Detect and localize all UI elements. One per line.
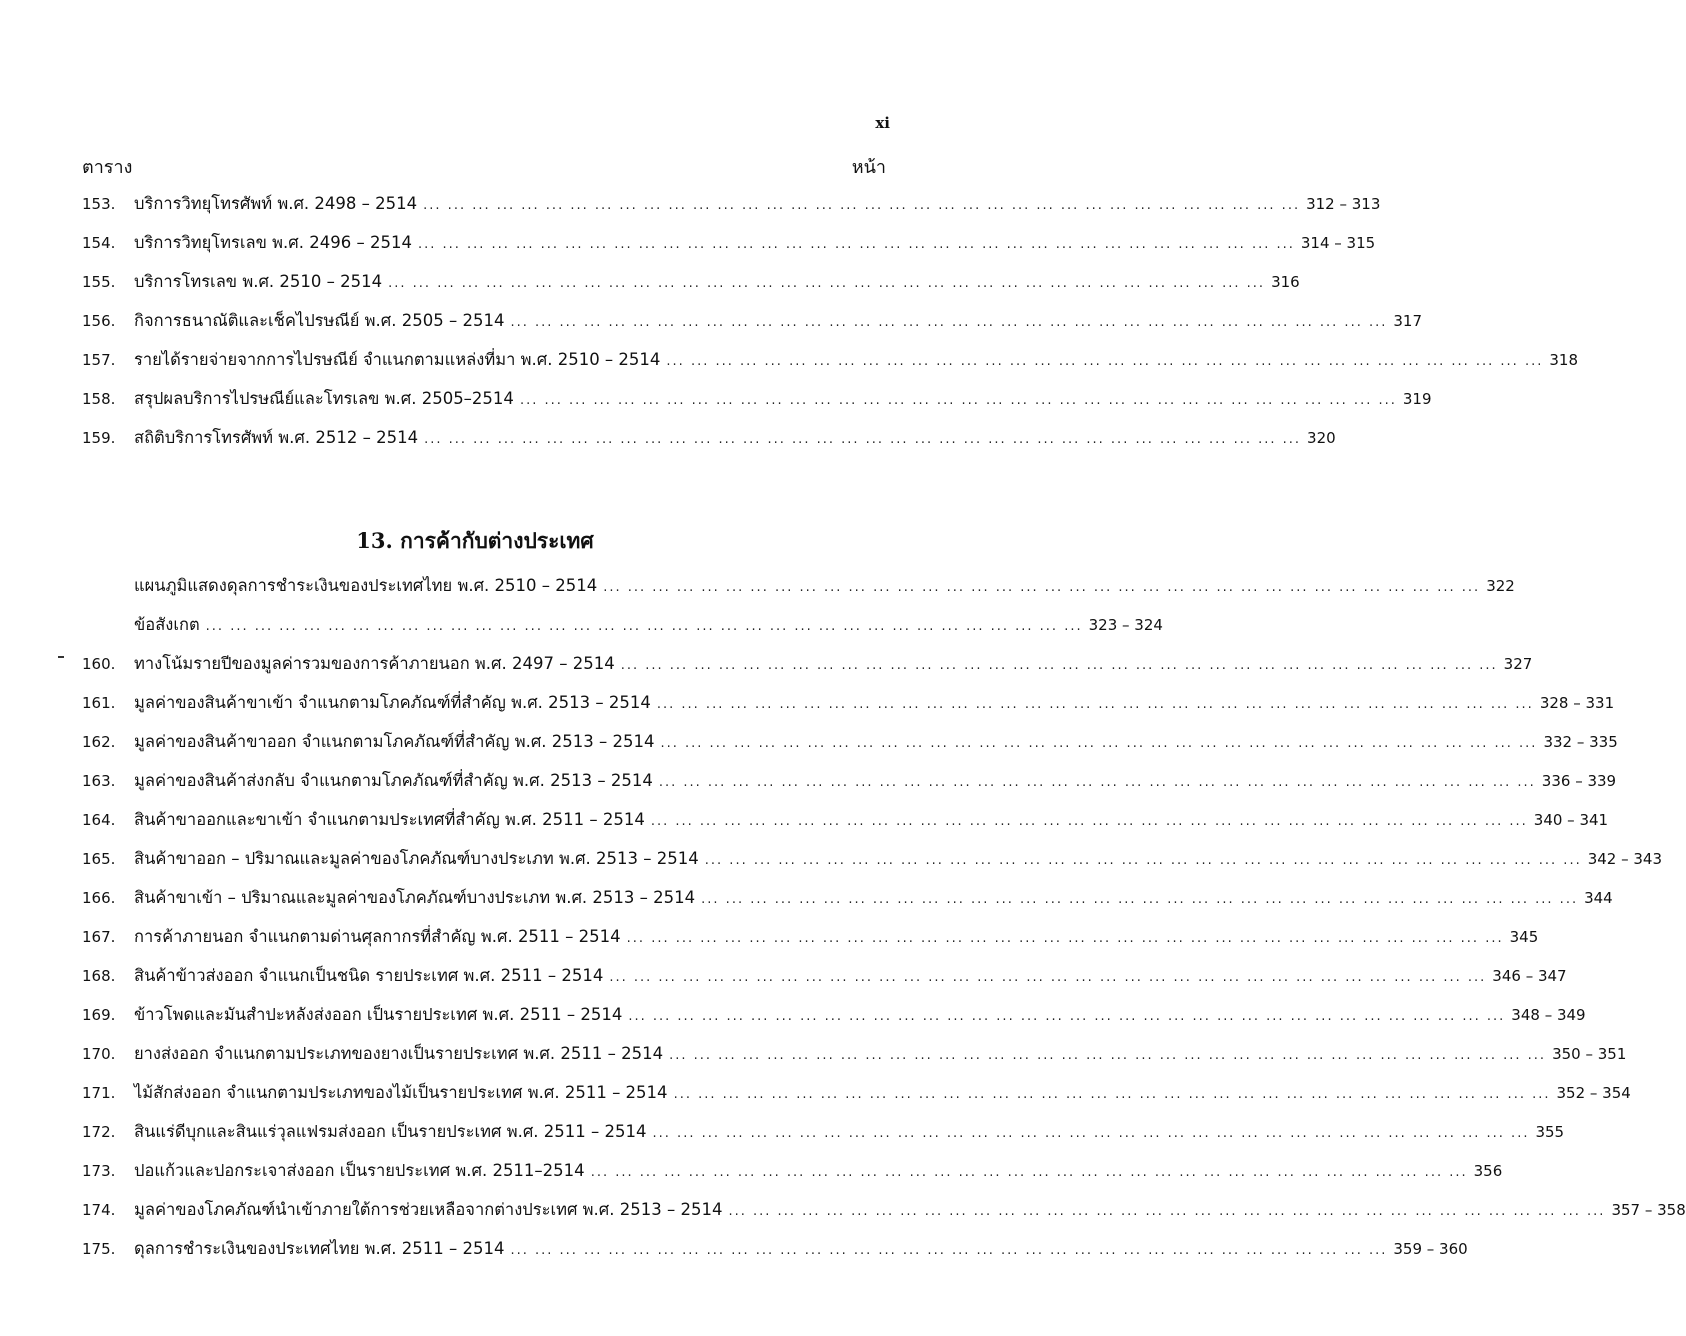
entry-pages: 344 — [1584, 889, 1613, 907]
toc-entry — [82, 1158, 1503, 1197]
dot-leader — [510, 1243, 1387, 1258]
entry-title: สินค้าขาเข้า – ปริมาณและมูลค่าของโภคภัณฑ์บางประเภท พ.ศ. 2513 – 2514 — [134, 888, 696, 907]
entry-pages: 322 — [1486, 577, 1515, 595]
dot-leader — [418, 237, 1295, 252]
entry-number: 155. — [82, 273, 116, 291]
entry-title: สถิติบริการโทรศัพท์ พ.ศ. 2512 – 2514 — [134, 428, 419, 447]
table-column-heading: ตาราง — [82, 157, 133, 178]
dot-leader — [701, 892, 1578, 907]
entry-number: 154. — [82, 234, 116, 252]
entry-number: 175. — [82, 1240, 116, 1258]
entry-pages: 342 – 343 — [1587, 850, 1663, 868]
entry-title: รายได้รายจ่ายจากการไปรษณีย์ จำแนกตามแหล่งที่มา พ.ศ. 2510 – 2514 — [134, 350, 661, 369]
entry-title: สินค้าขาออก – ปริมาณและมูลค่าของโภคภัณฑ์บางประเภท พ.ศ. 2513 – 2514 — [134, 849, 699, 868]
entry-number: 158. — [82, 390, 116, 408]
entry-title: บริการวิทยุโทรศัพท์ พ.ศ. 2498 – 2514 — [134, 194, 418, 213]
toc-entry — [82, 1041, 1627, 1080]
dot-leader — [520, 393, 1397, 408]
dot-leader — [603, 580, 1480, 595]
entry-number: 164. — [82, 811, 116, 829]
toc-entry — [82, 963, 1567, 1002]
entry-pages: 345 — [1509, 928, 1539, 946]
entry-pages: 356 — [1473, 1162, 1503, 1180]
entry-title: การค้าภายนอก จำแนกตามด่านศุลกากรที่สำคัญ พ.ศ. 2511 – 2514 — [134, 927, 621, 946]
dot-leader — [591, 1165, 1468, 1180]
entry-pages: 359 – 360 — [1393, 1240, 1468, 1258]
dot-leader — [609, 970, 1486, 985]
toc-entry — [82, 690, 1615, 729]
entry-number: 165. — [82, 850, 116, 868]
dot-leader — [674, 1087, 1551, 1102]
entry-number: 162. — [82, 733, 116, 751]
margin-mark — [58, 656, 64, 658]
toc-entry — [82, 768, 1617, 807]
dot-leader — [661, 736, 1538, 751]
entry-title: บริการโทรเลข พ.ศ. 2510 – 2514 — [134, 272, 383, 291]
entry-title: ดุลการชำระเงินของประเทศไทย พ.ศ. 2511 – 2514 — [134, 1239, 505, 1258]
entry-pages: 327 — [1503, 655, 1533, 673]
toc-entry — [82, 1080, 1631, 1119]
toc-entry — [82, 269, 1300, 308]
dot-leader — [657, 697, 1534, 712]
entry-title: ข้าวโพดและมันสำปะหลังส่งออก เป็นรายประเทศ พ.ศ. 2511 – 2514 — [134, 1005, 623, 1024]
entry-pages: 346 – 347 — [1492, 967, 1567, 985]
entry-title: สินค้าข้าวส่งออก จำแนกเป็นชนิด รายประเทศ พ.ศ. 2511 – 2514 — [134, 966, 604, 985]
entry-pages: 323 – 324 — [1088, 616, 1163, 634]
dot-leader — [628, 1009, 1505, 1024]
entry-number: 172. — [82, 1123, 116, 1141]
page-column-heading: หน้า — [851, 157, 886, 178]
dot-leader — [423, 198, 1300, 213]
toc-entry — [82, 573, 1515, 612]
dot-leader — [424, 432, 1301, 447]
section-title: 13. การค้ากับต่างประเทศ — [356, 528, 594, 553]
entry-title: กิจการธนาณัติและเช็คไปรษณีย์ พ.ศ. 2505 – 2514 — [134, 311, 505, 330]
entry-number: 174. — [82, 1201, 116, 1219]
toc-entry — [82, 1119, 1565, 1158]
toc-entry — [82, 612, 1163, 651]
dot-leader — [206, 619, 1083, 634]
toc-section-intro — [82, 573, 1515, 651]
entry-pages: 332 – 335 — [1543, 733, 1618, 751]
entry-number: 153. — [82, 195, 116, 213]
entry-pages: 350 – 351 — [1552, 1045, 1627, 1063]
entry-number: 171. — [82, 1084, 116, 1102]
entry-number: 160. — [82, 655, 116, 673]
entry-pages: 340 – 341 — [1533, 811, 1609, 829]
dot-leader — [388, 276, 1265, 291]
dot-leader — [510, 315, 1387, 330]
entry-number: 159. — [82, 429, 116, 447]
entry-pages: 336 – 339 — [1541, 772, 1617, 790]
toc-entry — [82, 191, 1381, 230]
dot-leader — [705, 853, 1582, 868]
entry-pages: 317 — [1393, 312, 1423, 330]
entry-number: 169. — [82, 1006, 116, 1024]
toc-entry — [82, 308, 1423, 347]
entry-number: 161. — [82, 694, 116, 712]
entry-pages: 355 — [1535, 1123, 1565, 1141]
entry-title: ทางโน้มรายปีของมูลค่ารวมของการค้าภายนอก พ.ศ. 2497 – 2514 — [134, 654, 615, 673]
entry-title: มูลค่าของสินค้าขาออก จำแนกตามโภคภัณฑ์ที่สำคัญ พ.ศ. 2513 – 2514 — [134, 732, 655, 751]
entry-number: 166. — [82, 889, 116, 907]
entry-number: 168. — [82, 967, 116, 985]
toc-entry — [82, 885, 1613, 924]
dot-leader — [669, 1048, 1546, 1063]
entry-title: ยางส่งออก จำแนกตามประเภทของยางเป็นรายประเทศ พ.ศ. 2511 – 2514 — [134, 1044, 664, 1063]
entry-pages: 316 — [1271, 273, 1300, 291]
entry-pages: 357 – 358 — [1611, 1201, 1686, 1219]
dot-leader — [729, 1204, 1606, 1219]
dot-leader — [666, 354, 1543, 369]
entry-pages: 314 – 315 — [1300, 234, 1376, 252]
entry-title: บริการวิทยุโทรเลข พ.ศ. 2496 – 2514 — [134, 233, 412, 252]
dot-leader — [653, 1126, 1530, 1141]
toc-entry — [82, 347, 1578, 386]
entry-number: 163. — [82, 772, 116, 790]
entry-title: ปอแก้วและปอกระเจาส่งออก เป็นรายประเทศ พ.ศ. 2511–2514 — [134, 1161, 585, 1180]
entry-number: 157. — [82, 351, 116, 369]
entry-pages: 348 – 349 — [1511, 1006, 1586, 1024]
toc-entry — [82, 729, 1618, 768]
toc-entry — [82, 425, 1336, 464]
toc-entry — [82, 651, 1533, 690]
dot-leader — [627, 931, 1504, 946]
entry-pages: 318 — [1549, 351, 1578, 369]
entry-title: สรุปผลบริการไปรษณีย์และโทรเลข พ.ศ. 2505–2514 — [134, 389, 514, 408]
entry-title: สินค้าขาออกและขาเข้า จำแนกตามประเทศที่สำคัญ พ.ศ. 2511 – 2514 — [134, 810, 645, 829]
entry-number: 167. — [82, 928, 116, 946]
entry-title: แผนภูมิแสดงดุลการชำระเงินของประเทศไทย พ.ศ. 2510 – 2514 — [134, 576, 598, 595]
toc-entry — [82, 807, 1609, 846]
entry-pages: 319 — [1402, 390, 1432, 408]
toc-entry — [82, 1236, 1468, 1275]
entry-title: มูลค่าของสินค้าส่งกลับ จำแนกตามโภคภัณฑ์ที่สำคัญ พ.ศ. 2513 – 2514 — [134, 771, 653, 790]
page-number: xi — [875, 114, 890, 132]
entry-number: 156. — [82, 312, 116, 330]
toc-section-communications — [82, 191, 1578, 464]
entry-number: 173. — [82, 1162, 116, 1180]
entry-title: ไม้สักส่งออก จำแนกตามประเภทของไม้เป็นรายประเทศ พ.ศ. 2511 – 2514 — [134, 1083, 668, 1102]
toc-entry — [82, 924, 1539, 963]
dot-leader — [659, 775, 1536, 790]
toc-entry — [82, 846, 1663, 885]
entry-pages: 352 – 354 — [1556, 1084, 1631, 1102]
entry-title: สินแร่ดีบุกและสินแร่วุลแฟรมส่งออก เป็นรายประเทศ พ.ศ. 2511 – 2514 — [134, 1122, 647, 1141]
entry-pages: 320 — [1307, 429, 1336, 447]
entry-title: มูลค่าของสินค้าขาเข้า จำแนกตามโภคภัณฑ์ที่สำคัญ พ.ศ. 2513 – 2514 — [134, 693, 651, 712]
dot-leader — [621, 658, 1498, 673]
entry-title: มูลค่าของโภคภัณฑ์นำเข้าภายใต้การช่วยเหลือจากต่างประเทศ พ.ศ. 2513 – 2514 — [134, 1200, 723, 1219]
toc-entry — [82, 230, 1376, 269]
entry-title: ข้อสังเกต — [134, 615, 200, 634]
dot-leader — [651, 814, 1528, 829]
entry-number: 170. — [82, 1045, 116, 1063]
entry-pages: 312 – 313 — [1306, 195, 1381, 213]
toc-section-foreign-trade — [82, 651, 1686, 1275]
toc-entry — [82, 1002, 1586, 1041]
toc-entry — [82, 1197, 1686, 1236]
entry-pages: 328 – 331 — [1539, 694, 1615, 712]
toc-entry — [82, 386, 1432, 425]
